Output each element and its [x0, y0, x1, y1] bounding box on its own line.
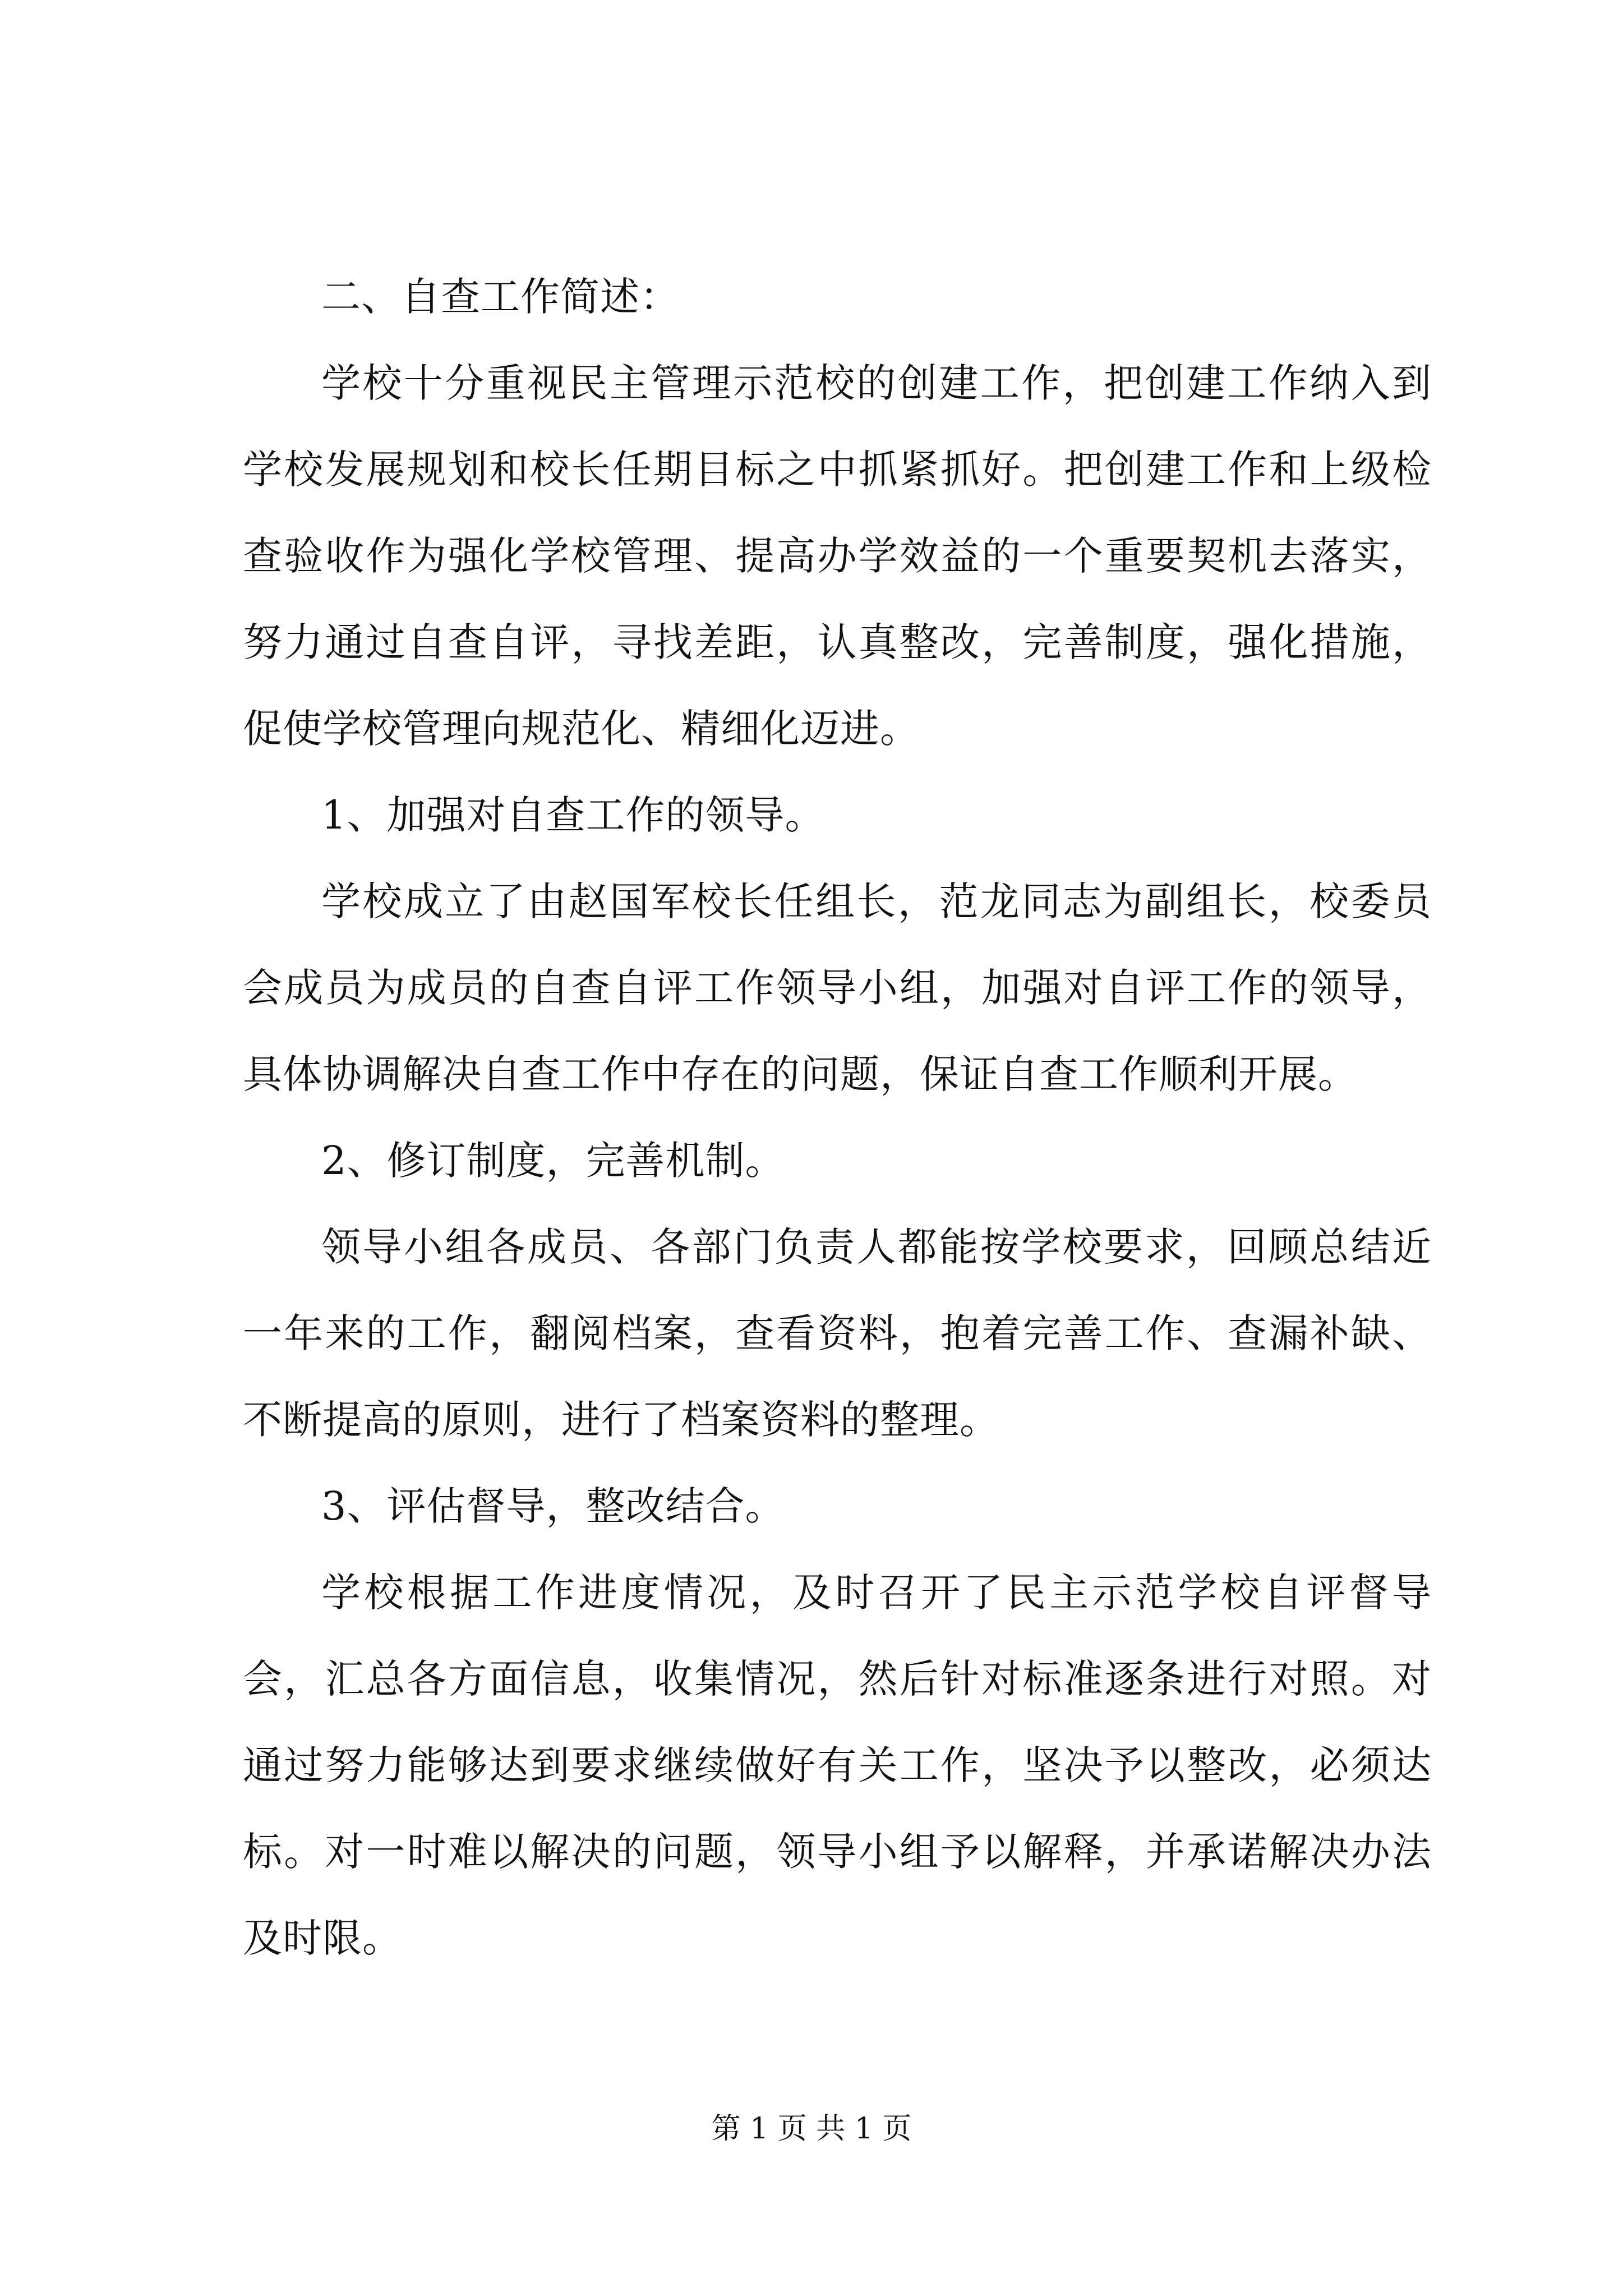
item-heading-2: 2、修订制度，完善机制。	[321, 1138, 785, 1184]
section-heading: 二、自查工作简述：	[321, 274, 680, 320]
paragraph-item-1: 学校成立了由赵国军校长任组长，范龙同志为副组长，校委员会成员为成员的自查自评工作领导小组，加强对自评工作的领导，具体协调解决自查工作中存在的问题，保证自查工作顺利开展。	[243, 878, 1432, 1097]
paragraph-intro: 学校十分重视民主管理示范校的创建工作，把创建工作纳入到学校发展规划和校长任期目标之中抓紧抓好。把创建工作和上级检查验收作为强化学校管理、提高办学效益的一个重要契机去落实，努力通过自查自评，寻找差距，认真整改，完善制度，强化措施，促使学校管理向规范化、精细化迈进。	[243, 360, 1432, 752]
document-body	[243, 254, 1432, 1981]
item-heading-1: 1、加强对自查工作的领导。	[321, 792, 825, 838]
paragraph-item-2: 领导小组各成员、各部门负责人都能按学校要求，回顾总结近一年来的工作，翻阅档案，查看资料，抱着完善工作、查漏补缺、不断提高的原则，进行了档案资料的整理。	[243, 1224, 1432, 1443]
paragraph-item-3: 学校根据工作进度情况，及时召开了民主示范学校自评督导会，汇总各方面信息，收集情况，然后针对标准逐条进行对照。对通过努力能够达到要求继续做好有关工作，坚决予以整改，必须达标。对一时难以解决的问题，领导小组予以解释，并承诺解决办法及时限。	[243, 1570, 1432, 1961]
page-footer: 第 1 页 共 1 页	[711, 2112, 912, 2146]
item-heading-3: 3、评估督导，整改结合。	[321, 1483, 785, 1529]
